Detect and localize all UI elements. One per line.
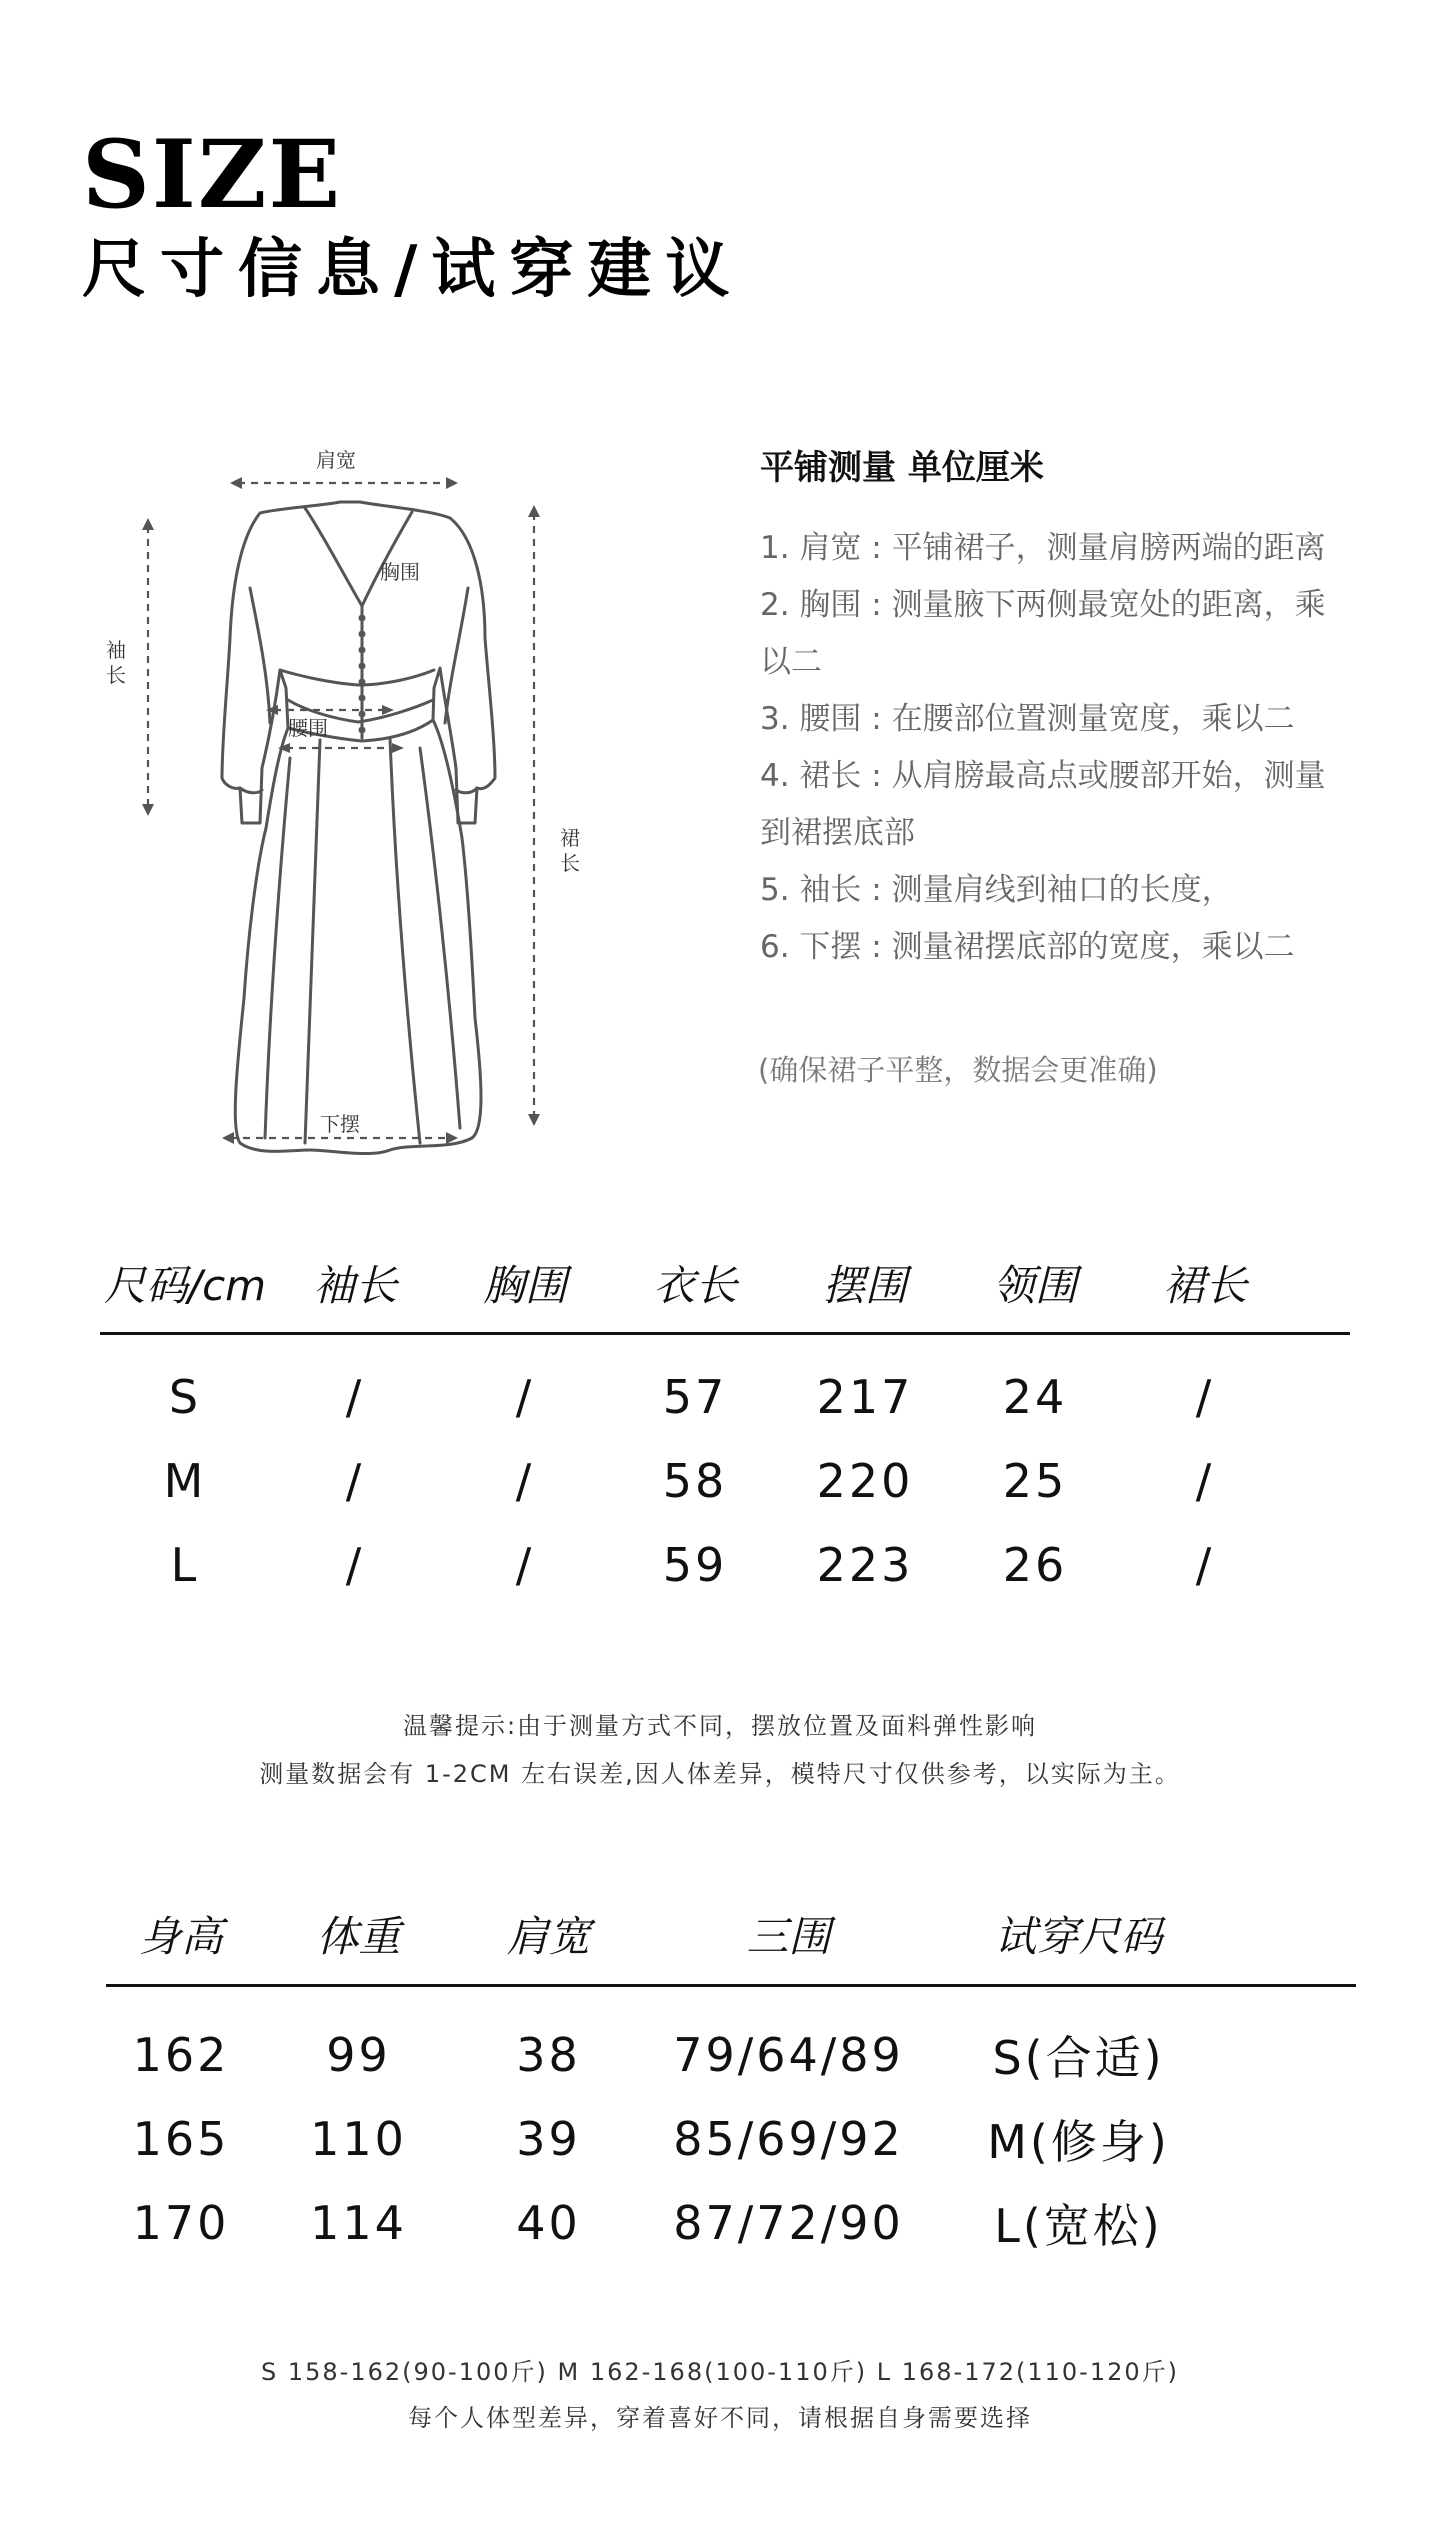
label-hem: 下摆	[320, 1112, 360, 1136]
cell-shoulder: 40	[516, 2196, 581, 2250]
cell-weight: 114	[310, 2196, 407, 2250]
try-table-divider	[106, 1984, 1356, 1987]
cell-hem: 217	[816, 1370, 914, 1424]
cell-size: L	[170, 1538, 200, 1592]
cell-skirt: /	[1195, 1538, 1215, 1592]
table-row	[100, 1355, 1350, 1439]
size-table-divider	[100, 1332, 1350, 1335]
cell-sleeve: /	[345, 1538, 365, 1592]
measure-item: 2. 胸围 : 测量腋下两侧最宽处的距离，乘	[760, 587, 1326, 623]
cell-collar: 24	[1002, 1370, 1068, 1424]
col-header-chest: 胸围	[482, 1261, 567, 1310]
cell-shoulder: 39	[516, 2112, 581, 2166]
col-header-collar: 领围	[992, 1261, 1077, 1310]
cell-fit-size: L(宽松)	[994, 2199, 1163, 2253]
table-row	[106, 2181, 1356, 2265]
label-chest: 胸围	[380, 560, 420, 584]
measure-list	[760, 520, 1370, 976]
label-waist: 腰围	[288, 716, 328, 740]
cell-fit-size: S(合适)	[992, 2031, 1165, 2085]
size-table-header	[100, 1248, 1350, 1318]
label-skirt: 裙长	[560, 826, 580, 875]
size-table	[100, 1248, 1350, 1607]
col-header-sleeve: 袖长	[312, 1261, 397, 1310]
table-row	[106, 2097, 1356, 2181]
cell-height: 170	[132, 2196, 230, 2250]
cell-length: 57	[662, 1370, 728, 1424]
cell-shoulder: 38	[516, 2028, 581, 2082]
cell-collar: 25	[1002, 1454, 1068, 1508]
table-row	[100, 1439, 1350, 1523]
cell-chest: /	[515, 1454, 535, 1508]
col-header-measurements: 三围	[746, 1912, 831, 1961]
col-header-length: 衣长	[652, 1261, 737, 1310]
footer-note: 每个人体型差异，穿着喜好不同，请根据自身需要选择	[408, 2404, 1032, 2432]
cell-skirt: /	[1195, 1454, 1215, 1508]
cell-skirt: /	[1195, 1370, 1215, 1424]
cell-sleeve: /	[345, 1454, 365, 1508]
try-table-header	[106, 1898, 1356, 1970]
measure-item: 3. 腰围 : 在腰部位置测量宽度，乘以二	[760, 701, 1295, 737]
cell-size: S	[168, 1370, 202, 1424]
cell-collar: 26	[1002, 1538, 1068, 1592]
tip-line-1: 温馨提示:由于测量方式不同，摆放位置及面料弹性影响	[402, 1712, 1038, 1740]
label-shoulder: 肩宽	[316, 448, 356, 472]
cell-chest: /	[515, 1370, 535, 1424]
col-header-skirt: 裙长	[1162, 1261, 1247, 1310]
cell-size: M	[163, 1454, 207, 1508]
label-sleeve: 袖长	[106, 638, 126, 687]
measure-item: 1. 肩宽 : 平铺裙子，测量肩膀两端的距离	[760, 530, 1326, 566]
cell-hem: 223	[816, 1538, 914, 1592]
col-header-shoulder: 肩宽	[506, 1912, 591, 1961]
cell-height: 162	[132, 2028, 230, 2082]
cell-measurements: 79/64/89	[673, 2028, 904, 2082]
dress-illustration	[90, 438, 610, 1158]
tip-line-2: 测量数据会有 1-2CM 左右误差,因人体差异，模特尺寸仅供参考，以实际为主。	[259, 1760, 1181, 1788]
cell-chest: /	[515, 1538, 535, 1592]
cell-length: 59	[662, 1538, 728, 1592]
col-header-height: 身高	[138, 1912, 223, 1961]
cell-sleeve: /	[345, 1370, 365, 1424]
footer-size-ranges: S 158-162(90-100斤) M 162-168(100-110斤) L 168-172(110-120斤)	[260, 2358, 1180, 2386]
measure-heading: 平铺测量 单位厘米	[760, 448, 1044, 488]
col-header-fit-size: 试穿尺码	[994, 1912, 1163, 1961]
measure-item: 4. 裙长 : 从肩膀最高点或腰部开始，测量	[760, 758, 1326, 794]
cell-measurements: 87/72/90	[673, 2196, 904, 2250]
cell-fit-size: M(修身)	[987, 2115, 1170, 2169]
measure-note: (确保裙子平整，数据会更准确)	[758, 1053, 1158, 1087]
measure-item: 5. 袖长 : 测量肩线到袖口的长度，	[760, 872, 1233, 908]
cell-hem: 220	[816, 1454, 914, 1508]
measure-item: 6. 下摆 : 测量裙摆底部的宽度，乘以二	[760, 929, 1295, 965]
table-row	[100, 1523, 1350, 1607]
col-header-hem: 摆围	[822, 1261, 907, 1310]
cell-measurements: 85/69/92	[673, 2112, 904, 2166]
col-header-size: 尺码/cm	[103, 1261, 267, 1310]
cell-length: 58	[662, 1454, 728, 1508]
title-cn: 尺寸信息/试穿建议	[82, 233, 744, 307]
measure-item: 到裙摆底部	[760, 815, 915, 851]
table-row	[106, 2013, 1356, 2097]
cell-weight: 99	[326, 2028, 391, 2082]
dress-diagram	[90, 438, 610, 1158]
col-header-weight: 体重	[316, 1912, 401, 1961]
cell-weight: 110	[310, 2112, 407, 2166]
cell-height: 165	[132, 2112, 230, 2166]
measure-item: 以二	[760, 644, 822, 680]
try-on-table	[106, 1898, 1356, 2265]
title-en: SIZE	[82, 120, 343, 230]
